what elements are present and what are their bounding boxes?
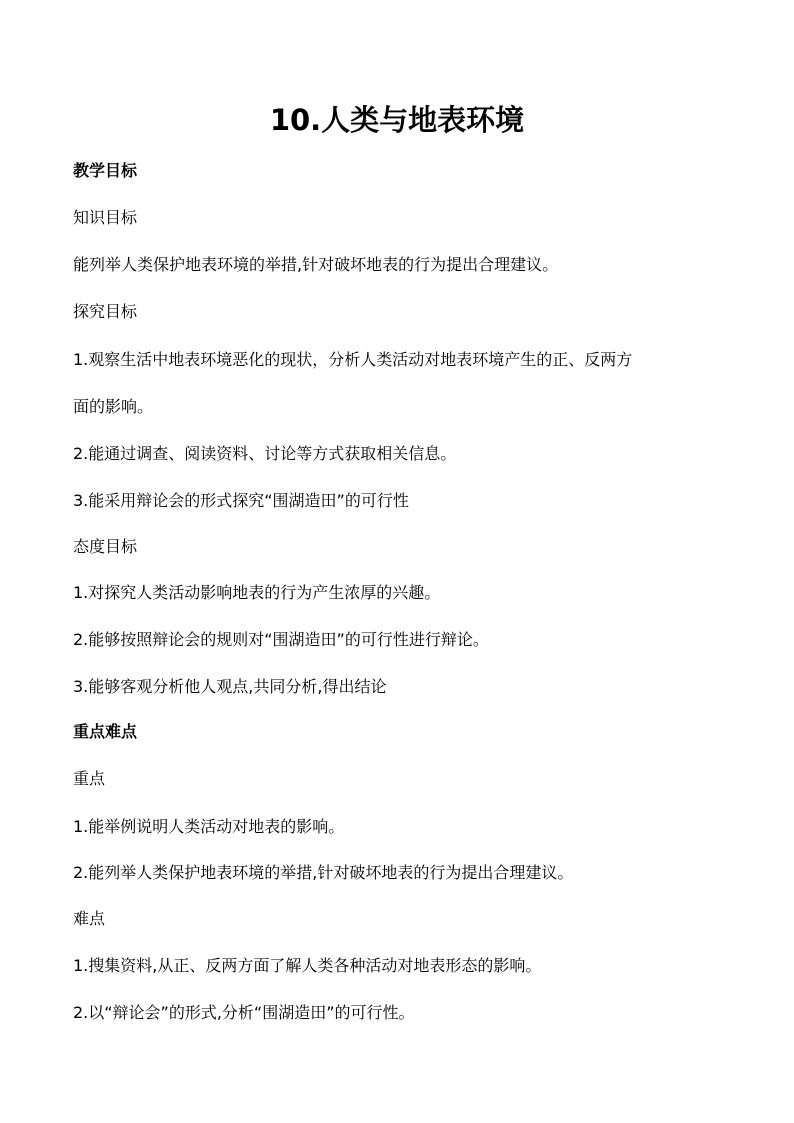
paragraph-knowledge-goal: 能列举人类保护地表环境的举措,针对破坏地表的行为提出合理建议。 xyxy=(73,255,559,274)
document-title: 10.人类与地表环境 xyxy=(269,103,525,137)
paragraph-inquiry-goal-1: 1.观察生活中地表环境恶化的现状，分析人类活动对地表环境产生的正、反两方 xyxy=(73,350,633,369)
subheading-difficult-points: 难点 xyxy=(73,909,106,928)
subheading-inquiry-goals: 探究目标 xyxy=(73,302,138,321)
subheading-attitude-goals: 态度目标 xyxy=(73,537,138,556)
paragraph-attitude-goal-1: 1.对探究人类活动影响地表的行为产生浓厚的兴趣。 xyxy=(73,583,441,602)
paragraph-difficult-point-1: 1.搜集资料,从正、反两方面了解人类各种活动对地表形态的影响。 xyxy=(73,956,542,975)
subheading-key-points: 重点 xyxy=(73,769,106,788)
paragraph-attitude-goal-2: 2.能够按照辩论会的规则对“围湖造田”的可行性进行辩论。 xyxy=(73,630,489,649)
section-heading-teaching-goals: 教学目标 xyxy=(73,161,138,180)
paragraph-difficult-point-2: 2.以“辩论会”的形式,分析“围湖造田”的可行性。 xyxy=(73,1003,415,1022)
paragraph-attitude-goal-3: 3.能够客观分析他人观点,共同分析,得出结论 xyxy=(73,677,387,696)
paragraph-inquiry-goal-1-continued: 面的影响。 xyxy=(73,397,154,416)
paragraph-inquiry-goal-2: 2.能通过调查、阅读资料、讨论等方式获取相关信息。 xyxy=(73,444,457,463)
paragraph-key-point-2: 2.能列举人类保护地表环境的举措,针对破坏地表的行为提出合理建议。 xyxy=(73,863,574,882)
paragraph-inquiry-goal-3: 3.能采用辩论会的形式探究“围湖造田”的可行性 xyxy=(73,491,409,510)
section-heading-key-difficult-points: 重点难点 xyxy=(73,722,138,741)
paragraph-key-point-1: 1.能举例说明人类活动对地表的影响。 xyxy=(73,817,345,836)
subheading-knowledge-goals: 知识目标 xyxy=(73,208,138,227)
